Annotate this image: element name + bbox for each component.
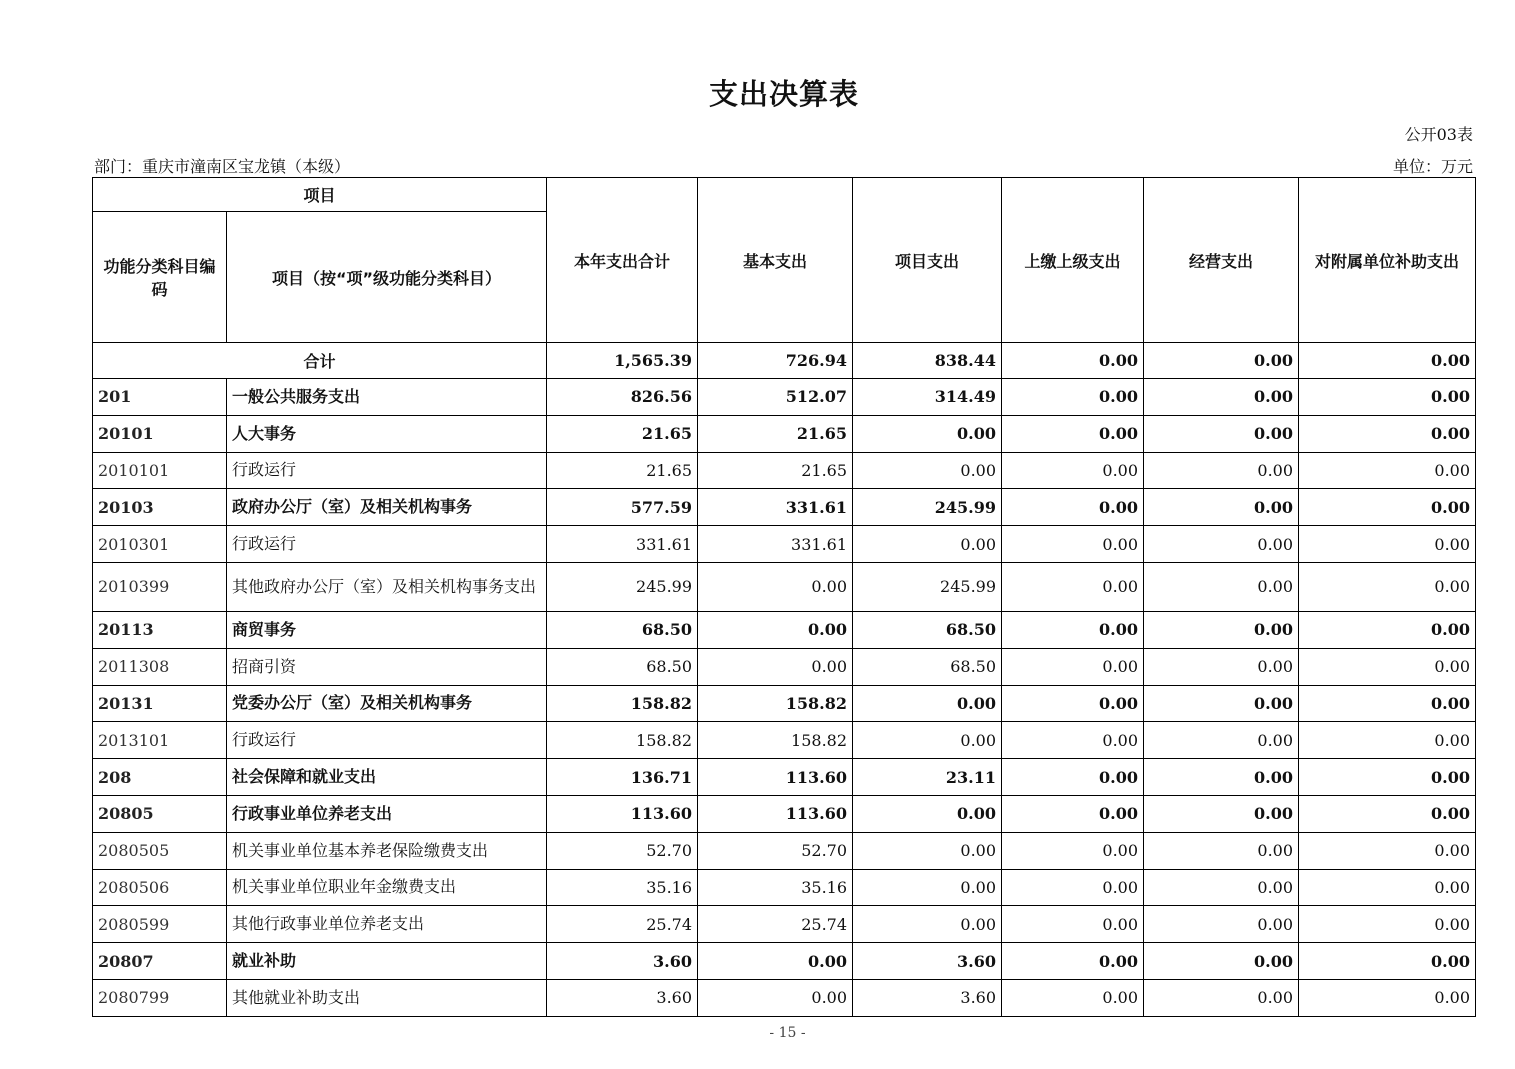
row-value: 0.00 — [1299, 415, 1476, 452]
total-value: 0.00 — [1144, 343, 1299, 379]
table-row — [93, 415, 1476, 452]
row-code: 2080599 — [93, 906, 227, 943]
row-value: 0.00 — [853, 722, 1002, 759]
row-value: 0.00 — [853, 685, 1002, 722]
row-value: 68.50 — [853, 648, 1002, 685]
row-value: 0.00 — [1144, 759, 1299, 796]
row-name: 其他政府办公厅（室）及相关机构事务支出 — [227, 562, 547, 611]
row-name: 机关事业单位职业年金缴费支出 — [227, 869, 547, 906]
row-value: 0.00 — [1144, 979, 1299, 1016]
row-value: 0.00 — [1299, 979, 1476, 1016]
row-code: 2010101 — [93, 452, 227, 489]
page-title: 支出决算表 — [708, 77, 859, 111]
row-value: 0.00 — [1002, 759, 1144, 796]
table-row — [93, 526, 1476, 563]
row-value: 0.00 — [1144, 526, 1299, 563]
row-name: 行政运行 — [227, 722, 547, 759]
row-value: 113.60 — [547, 795, 698, 832]
row-value: 245.99 — [547, 562, 698, 611]
row-value: 158.82 — [698, 722, 853, 759]
row-value: 52.70 — [547, 832, 698, 869]
expenditure-table — [92, 177, 1476, 1017]
row-value: 158.82 — [698, 685, 853, 722]
form-number: 公开03表 — [1404, 125, 1473, 144]
row-value: 331.61 — [547, 526, 698, 563]
row-value: 0.00 — [1144, 611, 1299, 648]
unit-label: 单位：万元 — [1392, 157, 1473, 176]
row-name: 行政事业单位养老支出 — [227, 795, 547, 832]
row-code: 20807 — [93, 943, 227, 980]
row-value: 0.00 — [1002, 979, 1144, 1016]
row-code: 2010301 — [93, 526, 227, 563]
row-code: 2080505 — [93, 832, 227, 869]
row-value: 0.00 — [1144, 452, 1299, 489]
row-name: 商贸事务 — [227, 611, 547, 648]
row-value: 0.00 — [1299, 869, 1476, 906]
row-code: 20113 — [93, 611, 227, 648]
row-value: 0.00 — [1299, 379, 1476, 416]
total-value: 0.00 — [1299, 343, 1476, 379]
row-value: 0.00 — [1299, 685, 1476, 722]
row-code: 201 — [93, 379, 227, 416]
row-value: 68.50 — [547, 611, 698, 648]
row-code: 208 — [93, 759, 227, 796]
header-project-expenditure: 项目支出 — [853, 178, 1002, 343]
row-value: 68.50 — [547, 648, 698, 685]
row-value: 0.00 — [1299, 526, 1476, 563]
row-value: 0.00 — [1002, 611, 1144, 648]
row-value: 0.00 — [1002, 648, 1144, 685]
table-row — [93, 452, 1476, 489]
total-value: 726.94 — [698, 343, 853, 379]
row-name: 其他行政事业单位养老支出 — [227, 906, 547, 943]
row-value: 3.60 — [547, 979, 698, 1016]
row-code: 20101 — [93, 415, 227, 452]
row-value: 245.99 — [853, 489, 1002, 526]
row-value: 21.65 — [547, 452, 698, 489]
row-value: 68.50 — [853, 611, 1002, 648]
row-value: 0.00 — [1299, 489, 1476, 526]
total-row — [93, 343, 1476, 379]
row-value: 21.65 — [547, 415, 698, 452]
row-value: 0.00 — [853, 415, 1002, 452]
row-value: 0.00 — [698, 562, 853, 611]
row-value: 0.00 — [1002, 526, 1144, 563]
row-value: 0.00 — [1002, 795, 1144, 832]
row-value: 0.00 — [1144, 379, 1299, 416]
row-value: 0.00 — [698, 979, 853, 1016]
table-row — [93, 979, 1476, 1016]
row-value: 0.00 — [1002, 943, 1144, 980]
row-value: 0.00 — [1299, 759, 1476, 796]
table-row — [93, 795, 1476, 832]
row-value: 0.00 — [853, 526, 1002, 563]
department-label: 部门：重庆市潼南区宝龙镇（本级） — [94, 157, 351, 176]
table-row — [93, 489, 1476, 526]
row-value: 0.00 — [1299, 906, 1476, 943]
row-name: 行政运行 — [227, 526, 547, 563]
table-row — [93, 562, 1476, 611]
row-value: 314.49 — [853, 379, 1002, 416]
total-value: 838.44 — [853, 343, 1002, 379]
row-value: 35.16 — [547, 869, 698, 906]
row-value: 0.00 — [1002, 832, 1144, 869]
table-row — [93, 611, 1476, 648]
row-value: 21.65 — [698, 452, 853, 489]
row-value: 0.00 — [1144, 906, 1299, 943]
row-value: 136.71 — [547, 759, 698, 796]
row-value: 0.00 — [1002, 906, 1144, 943]
row-value: 0.00 — [1299, 648, 1476, 685]
row-value: 0.00 — [698, 943, 853, 980]
row-name: 党委办公厅（室）及相关机构事务 — [227, 685, 547, 722]
table-row — [93, 379, 1476, 416]
row-name: 行政运行 — [227, 452, 547, 489]
row-value: 0.00 — [853, 869, 1002, 906]
header-total: 本年支出合计 — [547, 178, 698, 343]
row-name: 一般公共服务支出 — [227, 379, 547, 416]
row-value: 21.65 — [698, 415, 853, 452]
row-value: 0.00 — [1299, 562, 1476, 611]
row-value: 0.00 — [1144, 648, 1299, 685]
table-row — [93, 648, 1476, 685]
row-value: 0.00 — [1002, 415, 1144, 452]
row-value: 331.61 — [698, 526, 853, 563]
row-value: 0.00 — [1002, 869, 1144, 906]
row-value: 113.60 — [698, 795, 853, 832]
row-value: 0.00 — [1144, 832, 1299, 869]
row-name: 社会保障和就业支出 — [227, 759, 547, 796]
row-name: 就业补助 — [227, 943, 547, 980]
header-project: 项目 — [93, 178, 547, 212]
row-value: 23.11 — [853, 759, 1002, 796]
table-row — [93, 869, 1476, 906]
row-value: 0.00 — [1299, 722, 1476, 759]
row-value: 0.00 — [853, 906, 1002, 943]
row-value: 0.00 — [853, 452, 1002, 489]
row-value: 25.74 — [547, 906, 698, 943]
row-code: 2080799 — [93, 979, 227, 1016]
total-value: 1,565.39 — [547, 343, 698, 379]
row-value: 113.60 — [698, 759, 853, 796]
header-business: 经营支出 — [1144, 178, 1299, 343]
row-name: 招商引资 — [227, 648, 547, 685]
row-value: 0.00 — [1144, 489, 1299, 526]
row-value: 0.00 — [1299, 452, 1476, 489]
row-code: 2011308 — [93, 648, 227, 685]
header-subsidy: 对附属单位补助支出 — [1299, 178, 1476, 343]
row-value: 0.00 — [1002, 685, 1144, 722]
row-code: 20103 — [93, 489, 227, 526]
row-value: 0.00 — [1299, 795, 1476, 832]
row-value: 0.00 — [1002, 452, 1144, 489]
row-code: 2010399 — [93, 562, 227, 611]
row-value: 158.82 — [547, 722, 698, 759]
row-value: 0.00 — [1144, 415, 1299, 452]
table-row — [93, 906, 1476, 943]
row-value: 0.00 — [1144, 869, 1299, 906]
table-row — [93, 943, 1476, 980]
row-code: 2080506 — [93, 869, 227, 906]
row-value: 331.61 — [698, 489, 853, 526]
row-value: 0.00 — [1144, 943, 1299, 980]
row-value: 512.07 — [698, 379, 853, 416]
total-value: 0.00 — [1002, 343, 1144, 379]
row-value: 158.82 — [547, 685, 698, 722]
row-value: 0.00 — [1144, 795, 1299, 832]
row-value: 826.56 — [547, 379, 698, 416]
row-value: 0.00 — [698, 611, 853, 648]
row-value: 0.00 — [698, 648, 853, 685]
row-value: 3.60 — [853, 943, 1002, 980]
row-value: 0.00 — [1144, 722, 1299, 759]
row-value: 0.00 — [1299, 832, 1476, 869]
row-value: 0.00 — [1299, 943, 1476, 980]
header-upper: 上缴上级支出 — [1002, 178, 1144, 343]
table-row — [93, 759, 1476, 796]
row-value: 3.60 — [547, 943, 698, 980]
row-code: 2013101 — [93, 722, 227, 759]
total-label: 合计 — [93, 343, 547, 379]
header-basic: 基本支出 — [698, 178, 853, 343]
table-row — [93, 722, 1476, 759]
row-value: 25.74 — [698, 906, 853, 943]
row-name: 人大事务 — [227, 415, 547, 452]
row-name: 政府办公厅（室）及相关机构事务 — [227, 489, 547, 526]
row-value: 35.16 — [698, 869, 853, 906]
row-value: 52.70 — [698, 832, 853, 869]
row-value: 0.00 — [1002, 722, 1144, 759]
row-value: 3.60 — [853, 979, 1002, 1016]
row-value: 0.00 — [1002, 562, 1144, 611]
table-row — [93, 832, 1476, 869]
header-code: 功能分类科目编码 — [93, 212, 227, 343]
row-value: 245.99 — [853, 562, 1002, 611]
row-value: 0.00 — [1002, 489, 1144, 526]
row-name: 其他就业补助支出 — [227, 979, 547, 1016]
table-row — [93, 685, 1476, 722]
row-value: 0.00 — [1144, 562, 1299, 611]
row-value: 577.59 — [547, 489, 698, 526]
row-value: 0.00 — [1002, 379, 1144, 416]
row-code: 20805 — [93, 795, 227, 832]
row-value: 0.00 — [1144, 685, 1299, 722]
page-number: - 15 - — [769, 1025, 806, 1041]
row-name: 机关事业单位基本养老保险缴费支出 — [227, 832, 547, 869]
table-body — [93, 343, 1476, 1017]
row-value: 0.00 — [853, 795, 1002, 832]
header-name: 项目（按“项”级功能分类科目） — [227, 212, 547, 343]
row-code: 20131 — [93, 685, 227, 722]
row-value: 0.00 — [853, 832, 1002, 869]
row-value: 0.00 — [1299, 611, 1476, 648]
